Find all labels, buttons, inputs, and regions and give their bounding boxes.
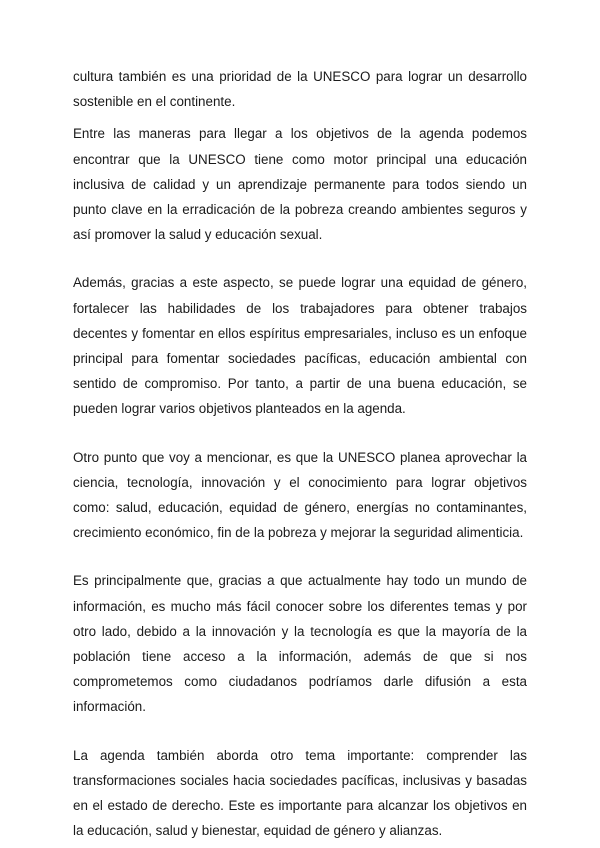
paragraph: Otro punto que voy a mencionar, es que la UNESCO planea aprovechar la ciencia, tecnología, innovación y el conocimiento para lograr objetivos como: salud, educación, equidad de género, energías no contaminantes, crecimiento económico, fin de la pobreza y mejorar la seguridad alimenticia. <box>73 449 527 541</box>
document-body <box>73 64 527 843</box>
paragraph: Además, gracias a este aspecto, se puede lograr una equidad de género, fortalecer las habilidades de los trabajadores para obtener trabajos decentes y fomentar en ellos espíritus empresariales, incluso es un enfoque principal para fomentar sociedades pacíficas, educación ambiental con sentido de compromiso. Por tanto, a partir de una buena educación, se pueden lograr varios objetivos planteados en la agenda. <box>73 275 527 417</box>
paragraph: Es principalmente que, gracias a que actualmente hay todo un mundo de información, es mucho más fácil conocer sobre los diferentes temas y por otro lado, debido a la innovación y la tecnología es que la mayoría de la población tiene acceso a la información, además de que si nos comprometemos como ciudadanos podríamos darle difusión a esta información. <box>73 573 527 715</box>
paragraph: La agenda también aborda otro tema importante: comprender las transformaciones sociales hacia sociedades pacíficas, inclusivas y basadas en el estado de derecho. Este es importante para alcanzar los objetivos en la educación, salud y bienestar, equidad de género y alianzas. <box>73 747 527 839</box>
paragraph: Entre las maneras para llegar a los objetivos de la agenda podemos encontrar que la UNESCO tiene como motor principal una educación inclusiva de calidad y un aprendizaje permanente para todos siendo un punto clave en la erradicación de la pobreza creando ambientes seguros y así promover la salud y educación sexual. <box>73 126 527 243</box>
paragraph: cultura también es una prioridad de la UNESCO para lograr un desarrollo sostenible en el continente. <box>73 69 527 110</box>
